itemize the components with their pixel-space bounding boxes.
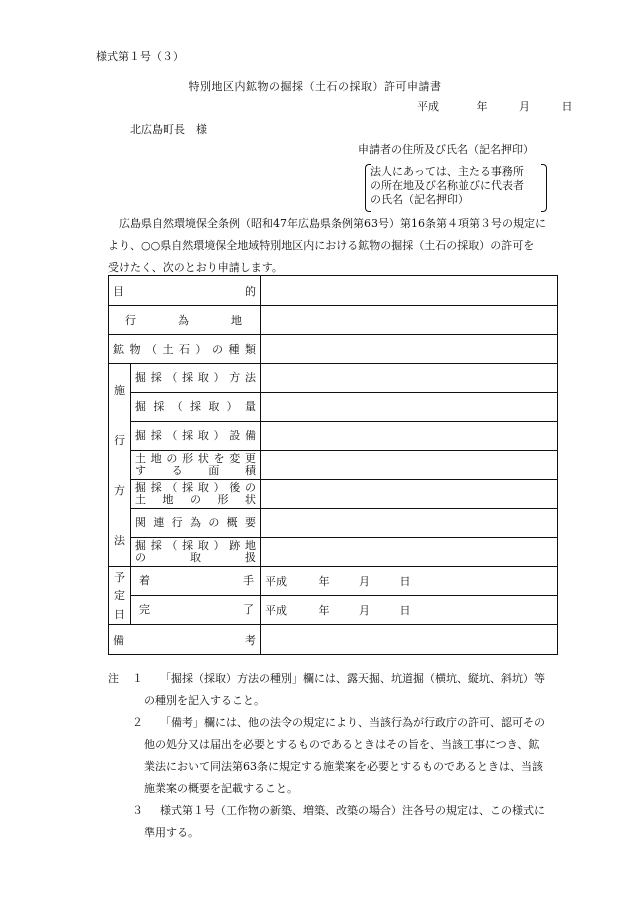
method-group-char: 法 [114, 534, 125, 547]
note-text: 様式第１号（工作物の新築、増築、改築の場合）注各号の規定は、この様式に [160, 804, 545, 817]
label-after-shape-line1: 掘採（採取）後の [135, 481, 256, 494]
row-equipment [109, 422, 558, 451]
form-number: 様式第１号（３） [96, 50, 184, 63]
note-text: 「掘採（採取）方法の種別」欄には、露天掘、坑道掘（横坑、縦坑、斜坑）等 [160, 672, 545, 685]
date-year: 年 [476, 100, 488, 113]
start-day: 日 [399, 575, 411, 588]
label-quantity: 掘採（採取）量 [131, 393, 261, 422]
notes-prefix: 注 [108, 672, 119, 685]
value-location[interactable] [261, 306, 558, 335]
note-text: 準用する。 [144, 826, 199, 839]
label-remarks: 備考 [109, 625, 261, 655]
value-equipment[interactable] [261, 422, 558, 451]
note-text: 「備考」欄には、他の法令の規定により、当該行為が行政庁の許可、認可その [160, 716, 545, 729]
application-table [108, 275, 558, 655]
row-related [109, 509, 558, 538]
schedule-group-char: 定 [114, 589, 125, 603]
label-area-line1: 土地の形状を変更 [135, 452, 256, 465]
row-after-shape [109, 480, 558, 509]
date-month: 月 [519, 100, 530, 113]
end-era: 平成 [265, 604, 287, 617]
application-date [417, 98, 573, 114]
note-number: ３ [132, 804, 143, 817]
schedule-group-label [109, 567, 131, 625]
date-era: 平成 [417, 100, 439, 113]
label-equipment: 掘採（採取）設備 [131, 422, 261, 451]
label-after-shape [131, 480, 261, 509]
label-site-handling-line2: の取扱 [135, 551, 256, 564]
note-number: ２ [132, 716, 143, 729]
value-after-shape[interactable] [261, 480, 558, 509]
value-related[interactable] [261, 509, 558, 538]
value-remarks[interactable] [261, 625, 558, 655]
label-purpose: 目的 [109, 276, 261, 306]
corporate-note-line: の氏名（記名押印） [370, 193, 469, 206]
label-start: 着手 [131, 567, 261, 596]
row-site-handling [109, 538, 558, 567]
end-day: 日 [399, 604, 411, 617]
body-line: より、○○県自然環境保全地域特別地区内における鉱物の掘採（土石の採取）の許可を [108, 239, 535, 252]
note-3 [108, 800, 578, 844]
corporate-note [365, 162, 547, 212]
right-bracket [541, 164, 547, 212]
schedule-group-char: 予 [114, 570, 125, 584]
note-text: の種別を記入すること。 [144, 694, 265, 707]
label-site-handling-line1: 掘採（採取）跡地 [135, 539, 256, 552]
row-quantity [109, 393, 558, 422]
value-quantity[interactable] [261, 393, 558, 422]
start-year: 年 [318, 575, 330, 588]
body-line: 受けたく、次のとおり申請します。 [108, 261, 283, 274]
schedule-group-char: 日 [114, 608, 125, 622]
row-end [109, 596, 558, 625]
row-method [109, 364, 558, 393]
start-era: 平成 [265, 575, 287, 588]
label-area [131, 451, 261, 480]
note-number: １ [132, 672, 143, 685]
label-location: 行為地 [109, 306, 261, 335]
notes [108, 668, 578, 844]
label-method: 掘採（採取）方法 [131, 364, 261, 393]
note-text: 業法において同法第63条に規定する施業案を必要とするものであるときは、当該 [144, 760, 543, 773]
row-location [109, 306, 558, 335]
note-2 [108, 712, 578, 800]
end-month: 月 [359, 604, 370, 617]
end-year: 年 [318, 604, 330, 617]
value-method[interactable] [261, 364, 558, 393]
method-group-char: 行 [114, 434, 125, 447]
date-day: 日 [561, 100, 573, 113]
label-related: 関連行為の概要 [131, 509, 261, 538]
row-mineral-type [109, 335, 558, 364]
label-end: 完了 [131, 596, 261, 625]
corporate-note-line: 法人にあっては、主たる事務所 [370, 165, 524, 178]
label-mineral-type: 鉱物（土石）の種類 [109, 335, 261, 364]
value-start-date[interactable] [261, 567, 558, 596]
value-mineral-type[interactable] [261, 335, 558, 364]
label-area-line2: する面積 [135, 464, 256, 477]
label-after-shape-line2: 土地の形状 [135, 493, 256, 506]
row-start [109, 567, 558, 596]
row-area [109, 451, 558, 480]
label-site-handling [131, 538, 261, 567]
method-group-char: 施 [114, 384, 125, 397]
method-group-char: 方 [114, 484, 125, 497]
body-line: 広島県自然環境保全条例（昭和47年広島県条例第63号）第16条第４項第３号の規定に [119, 217, 546, 230]
row-purpose [109, 276, 558, 306]
applicant-label: 申請者の住所及び氏名（記名押印） [358, 143, 534, 156]
value-purpose[interactable] [261, 276, 558, 306]
note-1 [108, 668, 578, 712]
document-title: 特別地区内鉱物の掘採（土石の採取）許可申請書 [188, 80, 442, 93]
start-month: 月 [359, 575, 370, 588]
note-text: 施業案の概要を記載すること。 [144, 782, 298, 795]
note-text: 他の処分又は届出を必要とするものであるときはその旨を、当該工事につき、鉱 [144, 738, 540, 751]
row-remarks [109, 625, 558, 655]
body-text [108, 213, 578, 279]
value-site-handling[interactable] [261, 538, 558, 567]
value-end-date[interactable] [261, 596, 558, 625]
addressee: 北広島町長 様 [130, 123, 207, 136]
method-group-label [109, 364, 131, 567]
corporate-note-line: の所在地及び名称並びに代表者 [370, 179, 524, 192]
value-area[interactable] [261, 451, 558, 480]
